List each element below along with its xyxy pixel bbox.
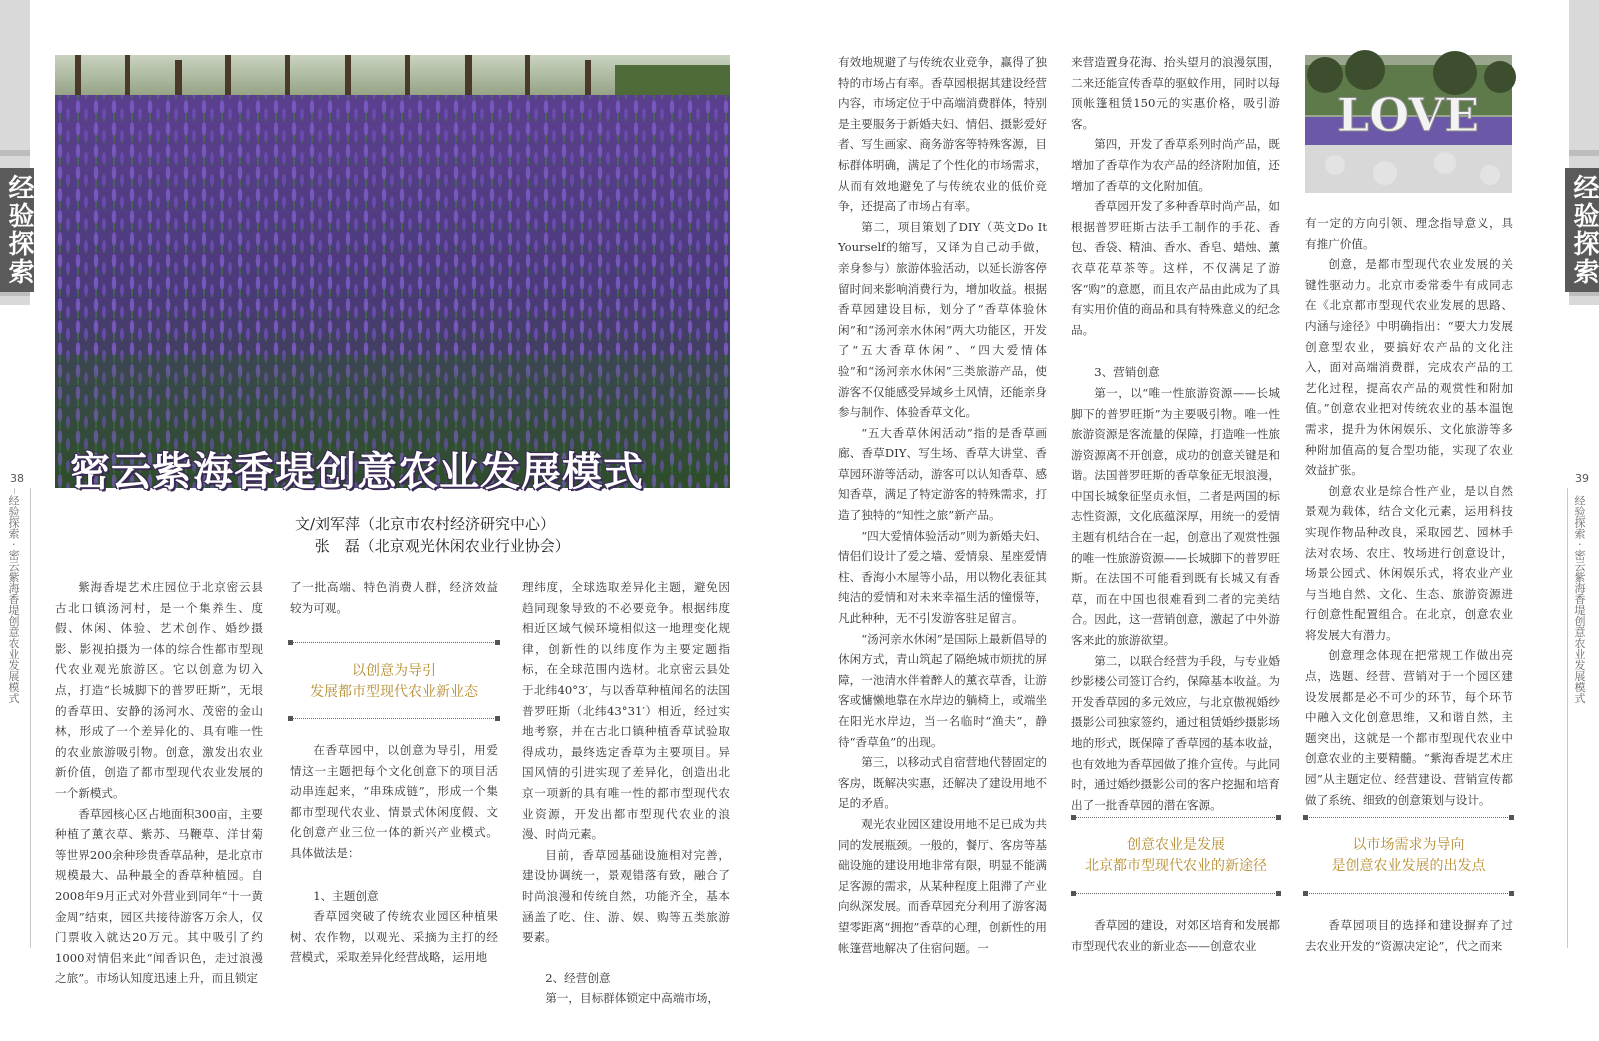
column-1 bbox=[55, 577, 263, 986]
paragraph: 第一，以“唯一性旅游资源——长城脚下的普罗旺斯”为主要吸引物。唯一性旅游资源是客流量的保障，打造唯一性旅游资源离不开创意，成功的创意关键是和谐。法国普罗旺斯的香草象征无垠浪漫，中国长城象征坚贞永恒，二者是两国的标志性资源，文化底蕴深厚，用统一的爱情主题有机结合在一起，创意出了观赏性强的唯一性旅游资源——长城脚下的普罗旺斯。在法国不可能看到既有长城又有香草，而在中国也很难看到二者的完美结合。因此，这一营销创意，激起了中外游客来此的旅游欲望。 bbox=[1071, 385, 1280, 648]
byline-author-2: 张 磊（北京观光休闲农业行业协会） bbox=[295, 537, 570, 555]
column-2-top bbox=[290, 577, 498, 619]
callout-3 bbox=[1303, 815, 1514, 895]
section-label-left: 经验探索 bbox=[0, 168, 34, 292]
paragraph: 观光农业园区建设用地不足已成为共同的发展瓶颈。一般的，餐厅、客房等基础设施的建设用地非常有限，明显不能满足客源的需求，从某种程度上阻滞了产业向纵深发展。而香草园充分利用了游客渴望零距离“拥抱”香草的心理，创新性的用帐篷营地解决了住宿问题。一 bbox=[838, 816, 1047, 955]
paragraph: 在香草园中，以创意为导引，用爱情这一主题把每个文化创意下的项目活动串连起来，“串珠成链”，形成一个集都市型现代农业、情景式休闲度假、文化创意产业三位一体的新兴产业模式。具体做法是： bbox=[290, 743, 498, 860]
lavender-field-photo bbox=[55, 55, 730, 488]
love-sign-text: LOVE bbox=[1336, 88, 1480, 142]
column-3 bbox=[522, 577, 730, 1006]
subheading-marketing: 3、营销创意 bbox=[1094, 365, 1160, 380]
page-number-right: 39 bbox=[1575, 472, 1589, 485]
callout-2-line-1: 创意农业是发展 bbox=[1127, 837, 1225, 853]
column-6-bottom bbox=[1305, 915, 1513, 970]
callout-1-line-1: 以创意为导引 bbox=[352, 663, 436, 679]
paragraph: 香草园突破了传统农业园区种植果树、农作物，以观光、采摘为主打的经营模式，采取差异化经营战略，运用地 bbox=[290, 909, 498, 965]
paragraph: 香草园的建设，对郊区培育和发展都市型现代农业的新业态——创意农业 bbox=[1071, 918, 1280, 953]
callout-2-line-2: 北京都市型现代农业的新途径 bbox=[1085, 858, 1267, 874]
margin-rule-right bbox=[1567, 488, 1568, 948]
callout-3-line-1: 以市场需求为导向 bbox=[1352, 837, 1465, 853]
section-label-right: 经验探索 bbox=[1565, 168, 1599, 292]
paragraph: 香草园开发了多种香草时尚产品，如根据普罗旺斯古法手工制作的手花、香包、香袋、精油、香水、香皂、蜡烛、薰衣草花草茶等。这样，不仅满足了游客“购”的意愿，而且农产品由此成为了具有实用价值的商品和具有特殊意义的纪念品。 bbox=[1071, 199, 1280, 337]
paragraph: 第四，开发了香草系列时尚产品，既增加了香草作为农产品的经济附加值，还增加了香草的文化附加值。 bbox=[1071, 137, 1280, 193]
paragraph: 理纬度，全球选取差异化主题，避免因趋同现象导致的不必要竞争。根据纬度相近区域气候环境相似这一地理变化规律，创新性的以纬度作为主要定题指标，在全球范围内选材。北京密云县处于北纬40°3′，与以香草种植闻名的法国普罗旺斯（北纬43°31′）相近，经过实地考察，并在古北口镇种植香草试验取得成功，最终选定香草为主要项目。异国风情的引进实现了差异化，创造出北京一项新的具有唯一性的都市型现代农业资源，开发出都市型现代农业的浪漫、时尚元素。 bbox=[522, 580, 730, 842]
callout-2 bbox=[1071, 815, 1281, 895]
paragraph: “四大爱情体验活动”则为新婚夫妇、情侣们设计了爱之墙、爱情泉、星座爱情柱、香海小木屋等小品，用以物化表征其纯洁的爱情和对未来幸福生活的憧憬等，凡此种种，无不引发游客驻足留言。 bbox=[838, 528, 1047, 626]
paragraph: 有一定的方向引领、理念指导意义，具有推广价值。 bbox=[1305, 216, 1513, 251]
paragraph: 目前，香草园基础设施相对完善，建设协调统一，景观错落有致，融合了时尚浪漫和传统自然，功能齐全，基本涵盖了吃、住、游、娱、购等五类旅游要素。 bbox=[522, 847, 730, 945]
paragraph: “五大香草休闲活动”指的是香草画廊、香草DIY、写生场、香草大讲堂、香草园环游等活动，游客可以认知香草、感知香草，满足了特定游客的特殊需求，打造了独特的“知性之旅”新产品。 bbox=[838, 425, 1047, 523]
column-6 bbox=[1305, 213, 1513, 805]
paragraph: 紫海香堤艺术庄园位于北京密云县古北口镇汤河村，是一个集养生、度假、休闲、体验、艺术创作、婚纱摄影、影视拍摄为一体的综合性都市型现代农业观光旅游区。它以创意为切入点，打造“长城脚下的普罗旺斯”，无垠的香草田、安静的汤河水、茂密的金山林，形成了一个差异化的、具有唯一性的农业旅游吸引物。创意，激发出农业新价值，创造了都市型现代农业发展的一个新模式。 bbox=[55, 580, 263, 800]
running-head-right: 经验探索 · 密云紫海香堤创意农业发展模式 bbox=[1573, 495, 1586, 704]
paragraph: 来营造置身花海、抬头望月的浪漫氛围，二来还能宣传香草的驱蚊作用，同时以每顶帐篷租赁150元的实惠价格，吸引游客。 bbox=[1071, 55, 1280, 131]
column-4 bbox=[838, 52, 1047, 967]
subheading-theme: 1、主题创意 bbox=[313, 888, 379, 903]
column-2-bottom bbox=[290, 740, 498, 968]
running-head-tick-left bbox=[14, 488, 15, 494]
paragraph: 了一批高端、特色消费人群，经济效益较为可观。 bbox=[290, 580, 498, 615]
subheading-operation: 2、经营创意 bbox=[545, 970, 611, 985]
column-5-bottom bbox=[1071, 915, 1280, 970]
paragraph: 有效地规避了与传统农业竞争，赢得了独特的市场占有率。香草园根据其建设经营内容，市场定位于中高端消费群体，特别是主要服务于新婚夫妇、情侣、摄影爱好者、写生画家、商务游客等特殊客源，目标群体明确，满足了个性化的市场需求，从而有效地避免了与传统农业的低价竞争，还提高了市场占有率。 bbox=[838, 55, 1047, 214]
paragraph: 第二，以联合经营为手段，与专业婚纱影楼公司签订合约，保障基本收益。为开发香草园的多元效应，与北京傲视婚纱摄影公司独家签约，通过租赁婚纱摄影场地的形式，既保障了香草园的基本收益，也有效地为香草园做了推介宣传。与此同时，通过婚纱摄影公司的客户挖掘和培育出了一批香草园的潜在客源。 bbox=[1071, 653, 1280, 812]
callout-1-line-2: 发展都市型现代农业新业态 bbox=[310, 684, 478, 700]
running-head-left: 经验探索 · 密云紫海香堤创意农业发展模式 bbox=[7, 495, 20, 704]
paragraph: 第三，以移动式自宿营地代替固定的客房，既解决实惠，还解决了建设用地不足的矛盾。 bbox=[838, 755, 1047, 811]
paragraph: 香草园项目的选择和建设摒弃了过去农业开发的“资源决定论”，代之而来 bbox=[1305, 918, 1513, 953]
article-title: 密云紫海香堤创意农业发展模式 bbox=[70, 449, 644, 495]
paragraph: “汤河亲水休闲”是国际上最新倡导的休闲方式，青山筑起了隔绝城市烦扰的屏障，一池清水伴着醉人的薰衣草香，让游客或慵懒地靠在水岸边的躺椅上，或端坐在阳光水岸边，当一名临时“渔夫”，静待“香草鱼”的出现。 bbox=[838, 631, 1047, 749]
margin-rule-left bbox=[30, 488, 31, 948]
page-number-left: 38 bbox=[10, 472, 24, 485]
callout-3-line-2: 是创意农业发展的出发点 bbox=[1331, 858, 1486, 874]
callout-1 bbox=[288, 640, 500, 720]
paragraph: 创意，是都市型现代农业发展的关键性驱动力。北京市委常委牛有成同志在《北京都市型现代农业发展的思路、内涵与途径》中明确指出：“要大力发展创意型农业，要搞好农产品的文化注入，面对高端消费群，完成农产品的工艺化过程，提高农产品的观赏性和附加值。”创意农业把对传统农业的基本温饱需求，提升为休闲娱乐、文化旅游等多种附加值高的复合型功能，实现了农业效益扩张。 bbox=[1305, 257, 1513, 478]
column-5 bbox=[1071, 52, 1280, 812]
paragraph: 香草园核心区占地面积300亩，主要种植了薰衣草、紫苏、马鞭草、洋甘菊等世界200余种珍贵香草品种，是北京市规模最大、品种最全的香草种植园。自2008年9月正式对外营业到同年“十一黄金周”结束，园区共接待游客万余人，仅门票收入就达20万元。其中吸引了约1000对情侣来此“闻香识色，走过浪漫之旅”。市场认知度迅速上升，而且锁定 bbox=[55, 806, 263, 986]
paragraph: 第一，目标群体锁定中高端市场， bbox=[545, 991, 720, 1006]
paragraph: 创意农业是综合性产业，是以自然景观为载体，结合文化元素，运用科技实现作物品种改良，采取园艺、园林手法对农场、农庄、牧场进行创意设计，场景公园式、休闲娱乐式，将农业产业与当地自然、文化、生态、旅游资源进行创意性配置组合。在北京，创意农业将发展大有潜力。 bbox=[1305, 483, 1513, 642]
byline-author-1: 文/刘军萍（北京市农村经济研究中心） bbox=[295, 515, 556, 533]
paragraph: 第二，项目策划了DIY（英文Do It Yourself的缩写，又译为自己动手做，亲身参与）旅游体验活动，以延长游客停留时间来影响消费行为，增加收益。根据香草园建设目标，划分了“香草体验休闲”和“汤河亲水休闲”两大功能区，开发了“五大香草休闲”、“四大爱情体验”和“汤河亲水休闲”三类旅游产品，使游客不仅能感受异域乡土风情，还能亲身参与制作、体验香草文化。 bbox=[838, 219, 1047, 420]
paragraph: 创意理念体现在把常规工作做出亮点，选题、经营、营销对于一个园区建设发展都是必不可少的环节，每个环节中融入文化创意思维，又和谐自然，主题突出，这就是一个都市型现代农业中创意农业的主要精髓。“紫海香堤艺术庄园”从主题定位、经营建设、营销宣传都做了系统、细致的创意策划与设计。 bbox=[1305, 648, 1513, 807]
love-sign-photo bbox=[1305, 55, 1512, 193]
